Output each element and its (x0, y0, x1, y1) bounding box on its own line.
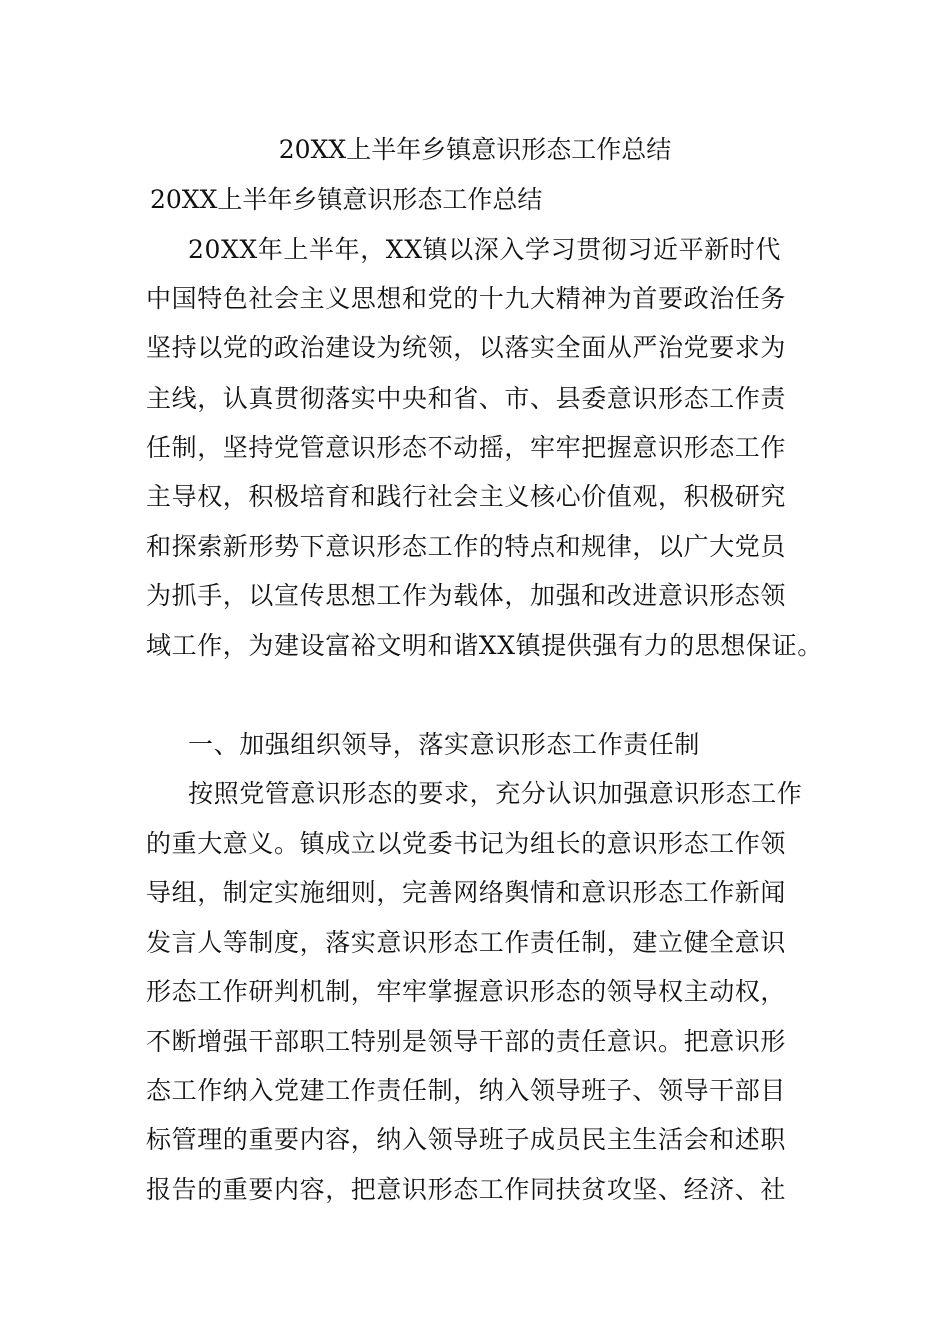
section-line: 发言人等制度，落实意识形态工作责任制，建立健全意识 (146, 928, 787, 957)
intro-line: 主导权，积极培育和践行社会主义核心价值观，积极研究 (146, 482, 787, 511)
section-line: 报告的重要内容，把意识形态工作同扶贫攻坚、经济、社 (146, 1175, 787, 1204)
section-line: 标管理的重要内容，纳入领导班子成员民主生活会和述职 (146, 1125, 787, 1154)
intro-line: 任制，坚持党管意识形态不动摇，牢牢把握意识形态工作 (146, 433, 787, 462)
section-line: 导组，制定实施细则，完善网络舆情和意识形态工作新闻 (146, 878, 787, 907)
document-title: 20XX上半年乡镇意识形态工作总结 (278, 135, 672, 164)
section-heading: 一、加强组织领导，落实意识形态工作责任制 (188, 730, 701, 759)
intro-line: 为抓手，以宣传思想工作为载体，加强和改进意识形态领 (146, 581, 787, 610)
document-subtitle: 20XX上半年乡镇意识形态工作总结 (150, 185, 543, 214)
section-line: 不断增强干部职工特别是领导干部的责任意识。把意识形 (146, 1027, 787, 1056)
intro-line: 坚持以党的政治建设为统领，以落实全面从严治党要求为 (146, 333, 787, 362)
intro-line: 和探索新形势下意识形态工作的特点和规律，以广大党员 (146, 532, 787, 561)
intro-line: 域工作，为建设富裕文明和谐XX镇提供强有力的思想保证。 (146, 631, 823, 660)
section-line: 按照党管意识形态的要求，充分认识加强意识形态工作 (188, 779, 803, 808)
section-line: 的重大意义。镇成立以党委书记为组长的意识形态工作领 (146, 829, 787, 858)
intro-line: 中国特色社会主义思想和党的十九大精神为首要政治任务 (146, 284, 787, 313)
section-line: 态工作纳入党建工作责任制，纳入领导班子、领导干部目 (146, 1076, 787, 1105)
intro-line: 主线，认真贯彻落实中央和省、市、县委意识形态工作责 (146, 384, 787, 413)
section-line: 形态工作研判机制，牢牢掌握意识形态的领导权主动权， (146, 977, 787, 1006)
intro-line: 20XX年上半年，XX镇以深入学习贯彻习近平新时代 (188, 235, 782, 264)
